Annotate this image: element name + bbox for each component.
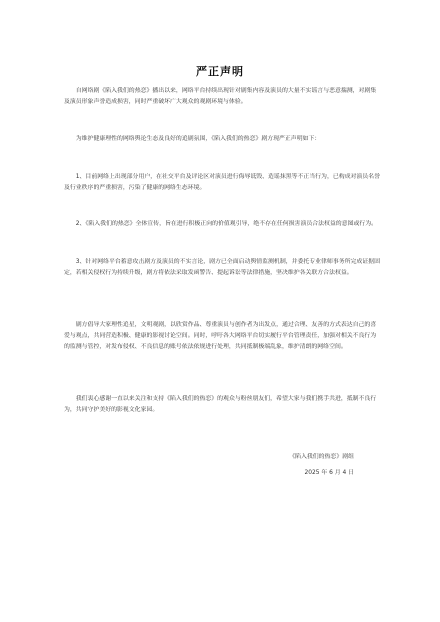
signature: 《陷入我们的热恋》剧组 xyxy=(289,454,354,460)
statement-lead-paragraph: 为维护健康理性的网络舆论生态及良好的追剧氛围，《陷入我们的热恋》剧方现严正声明如下： xyxy=(75,136,321,142)
intro-paragraph: 自网络剧《陷入我们的热恋》播出以来，网络平台持续出现针对剧集内容及演员的大量不实谣言与恶意揣测，对剧集及演员形象声誉造成损害，同时严重破坏广大观众的观剧环境与体验。 xyxy=(64,88,377,105)
appeal-paragraph: 剧方倡导大家理性追星，文明观剧，以欣赏作品、尊重演员与创作者为出发点，通过合理、友善的方式表达自己的喜爱与观点，共同营造积极、健康的影视讨论空间。同时，呼吁各大网络平台切实履行平台管理责任，加强对相关不良行为的监测与管控，对发布侵权、不良信息的账号依法依规进行处理，共同抵制极端乱象，维护清朗的网络空间。 xyxy=(64,322,377,350)
point-2-paragraph: 2、《陷入我们的热恋》全体宣传，旨在进行积极正向的价值观引导，绝不存在任何损害演员合法权益的意图或行为。 xyxy=(75,221,378,227)
point-3-paragraph: 3、针对网络平台蓄意攻击剧方及演员的不实言论，剧方已全面启动舆情监测机制，并委托专业律师事务所完成证据固定，若相关侵权行为持续升级，剧方将依法采取发函警告、提起诉讼等法律措施，坚决维护各关联方合法权益。 xyxy=(64,259,380,276)
thanks-paragraph: 我们衷心感谢一直以来关注和支持《陷入我们的热恋》的观众与粉丝朋友们，希望大家与我们携手共进，抵制不良行为，共同守护美好的影视文化家园。 xyxy=(64,396,377,413)
point-1-paragraph: 1、目前网络上出现部分用户，在社交平台及评论区对演员进行侮辱诋毁、造谣抹黑等不正当行为，已构成对演员名誉及行业秩序的严重损害，污染了健康的网络生态环境。 xyxy=(64,174,380,191)
statement-date: 2025 年 6 月 4 日 xyxy=(304,470,354,476)
document-title: 严正声明 xyxy=(196,65,244,78)
